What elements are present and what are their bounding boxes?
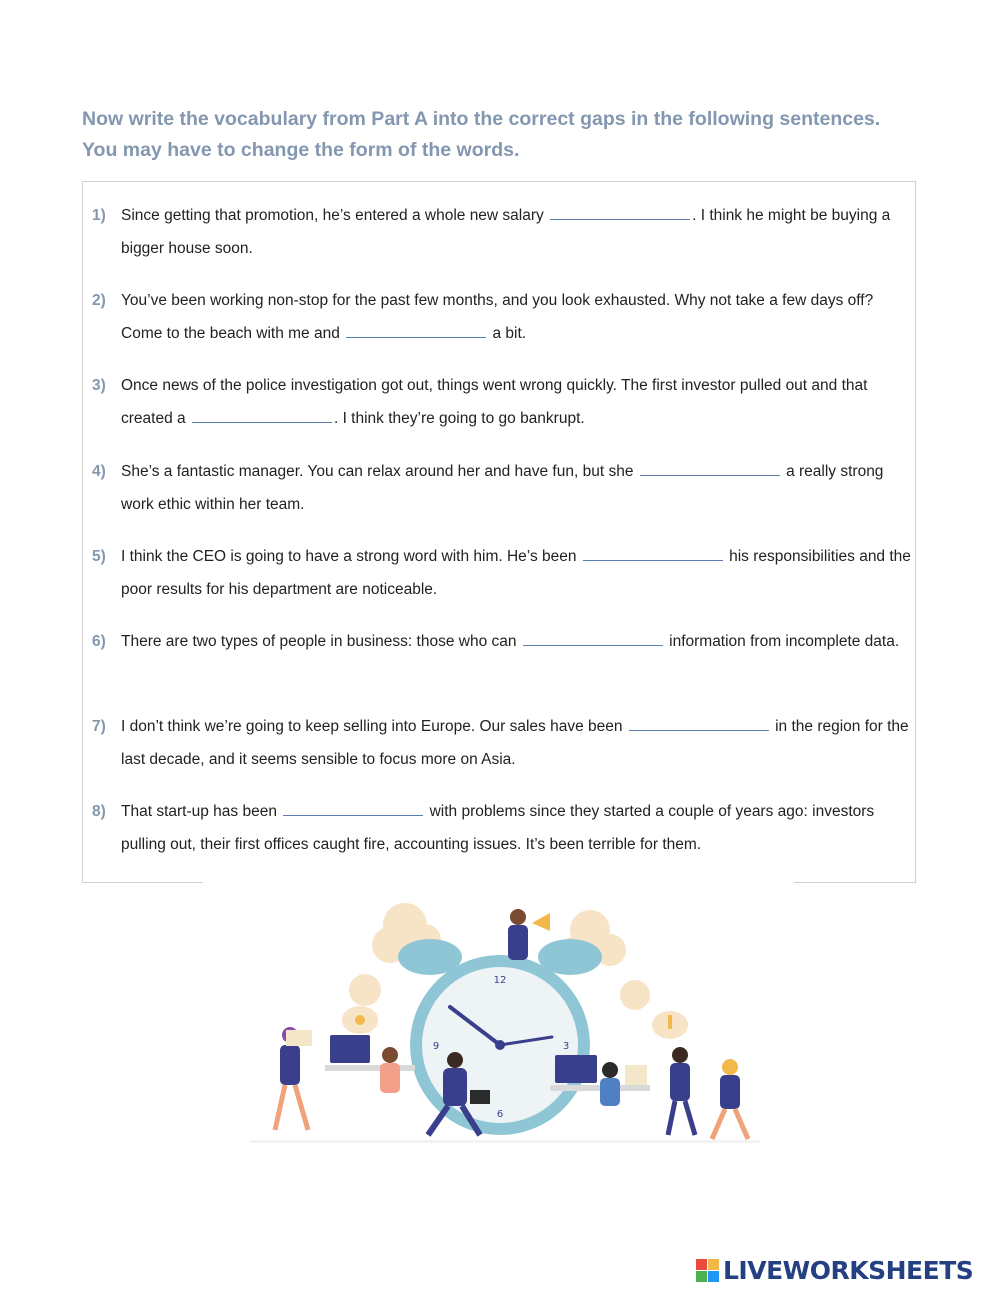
- answer-gap-6[interactable]: [523, 627, 663, 646]
- logo-mark-icon: [696, 1259, 719, 1282]
- question-text: [121, 710, 911, 776]
- answer-gap-4[interactable]: [640, 457, 780, 476]
- question-number: 7): [92, 718, 106, 735]
- answer-gap-8[interactable]: [283, 797, 423, 816]
- text-before: There are two types of people in business: those who can: [121, 633, 517, 650]
- text-before: Since getting that promotion, he’s entered a whole new salary: [121, 207, 544, 224]
- text-before: I think the CEO is going to have a strong word with him. He’s been: [121, 548, 577, 565]
- text-after: a really strong work ethic within her team.: [121, 463, 884, 513]
- question-text: [121, 199, 911, 265]
- text-after: in the region for the last decade, and it seems sensible to focus more on Asia.: [121, 718, 909, 768]
- svg-text:12: 12: [493, 975, 507, 986]
- box-border-left: [82, 882, 203, 883]
- text-after: . I think they’re going to go bankrupt.: [333, 410, 585, 427]
- answer-gap-7[interactable]: [629, 712, 769, 731]
- box-border-right: [794, 882, 915, 883]
- instructions: [82, 104, 942, 166]
- clock: [398, 939, 602, 1135]
- instructions-line-2: You may have to change the form of the words.: [82, 139, 520, 161]
- question-number: 3): [92, 377, 106, 394]
- question-number: 4): [92, 463, 106, 480]
- text-after: . I think he might be buying a bigger house soon.: [121, 207, 891, 257]
- answer-gap-5[interactable]: [583, 542, 723, 561]
- svg-text:3: 3: [562, 1041, 570, 1052]
- figure-running-left: [275, 1027, 312, 1130]
- desk-left: [325, 1035, 415, 1093]
- figures-right: [668, 1047, 748, 1139]
- answer-gap-1[interactable]: [550, 201, 690, 220]
- text-before: She’s a fantastic manager. You can relax around her and have fun, but she: [121, 463, 634, 480]
- question-number: 1): [92, 207, 106, 224]
- question-text: [121, 540, 911, 606]
- question-text: [121, 455, 911, 521]
- svg-text:6: 6: [496, 1109, 504, 1120]
- text-before: I don’t think we’re going to keep selling into Europe. Our sales have been: [121, 718, 623, 735]
- question-number: 6): [92, 633, 106, 650]
- question-text: [121, 284, 911, 350]
- question-text: [121, 369, 911, 435]
- text-after: a bit.: [492, 325, 527, 342]
- ground-line: [250, 1140, 760, 1143]
- text-after: his responsibilities and the poor results for his department are noticeable.: [121, 548, 911, 598]
- text-after: information from incomplete data.: [669, 633, 900, 650]
- business-illustration: [240, 895, 770, 1155]
- svg-text:9: 9: [432, 1041, 440, 1052]
- question-text: [121, 795, 911, 861]
- question-number: 5): [92, 548, 106, 565]
- text-after: with problems since they started a couple of years ago: investors pulling out, their first offices caught fire, accounting issues. It’s been terrible for them.: [121, 803, 875, 853]
- logo-text: LIVEWORKSHEETS: [723, 1255, 974, 1285]
- question-number: 2): [92, 292, 106, 309]
- text-before: You’ve been working non-stop for the past few months, and you look exhausted. Why not take a few days off? Come to the beach with me and: [121, 292, 874, 342]
- text-before: That start-up has been: [121, 803, 277, 820]
- answer-gap-2[interactable]: [346, 319, 486, 338]
- exercise-box: [82, 181, 916, 883]
- answer-gap-3[interactable]: [192, 404, 332, 423]
- text-before: Once news of the police investigation got out, things went wrong quickly. The first investor pulled out and that created a: [121, 377, 868, 427]
- liveworksheets-logo: [696, 1253, 996, 1287]
- question-number: 8): [92, 803, 106, 820]
- question-text: [121, 625, 911, 658]
- instructions-line-1: Now write the vocabulary from Part A into the correct gaps in the following sentences.: [82, 108, 881, 130]
